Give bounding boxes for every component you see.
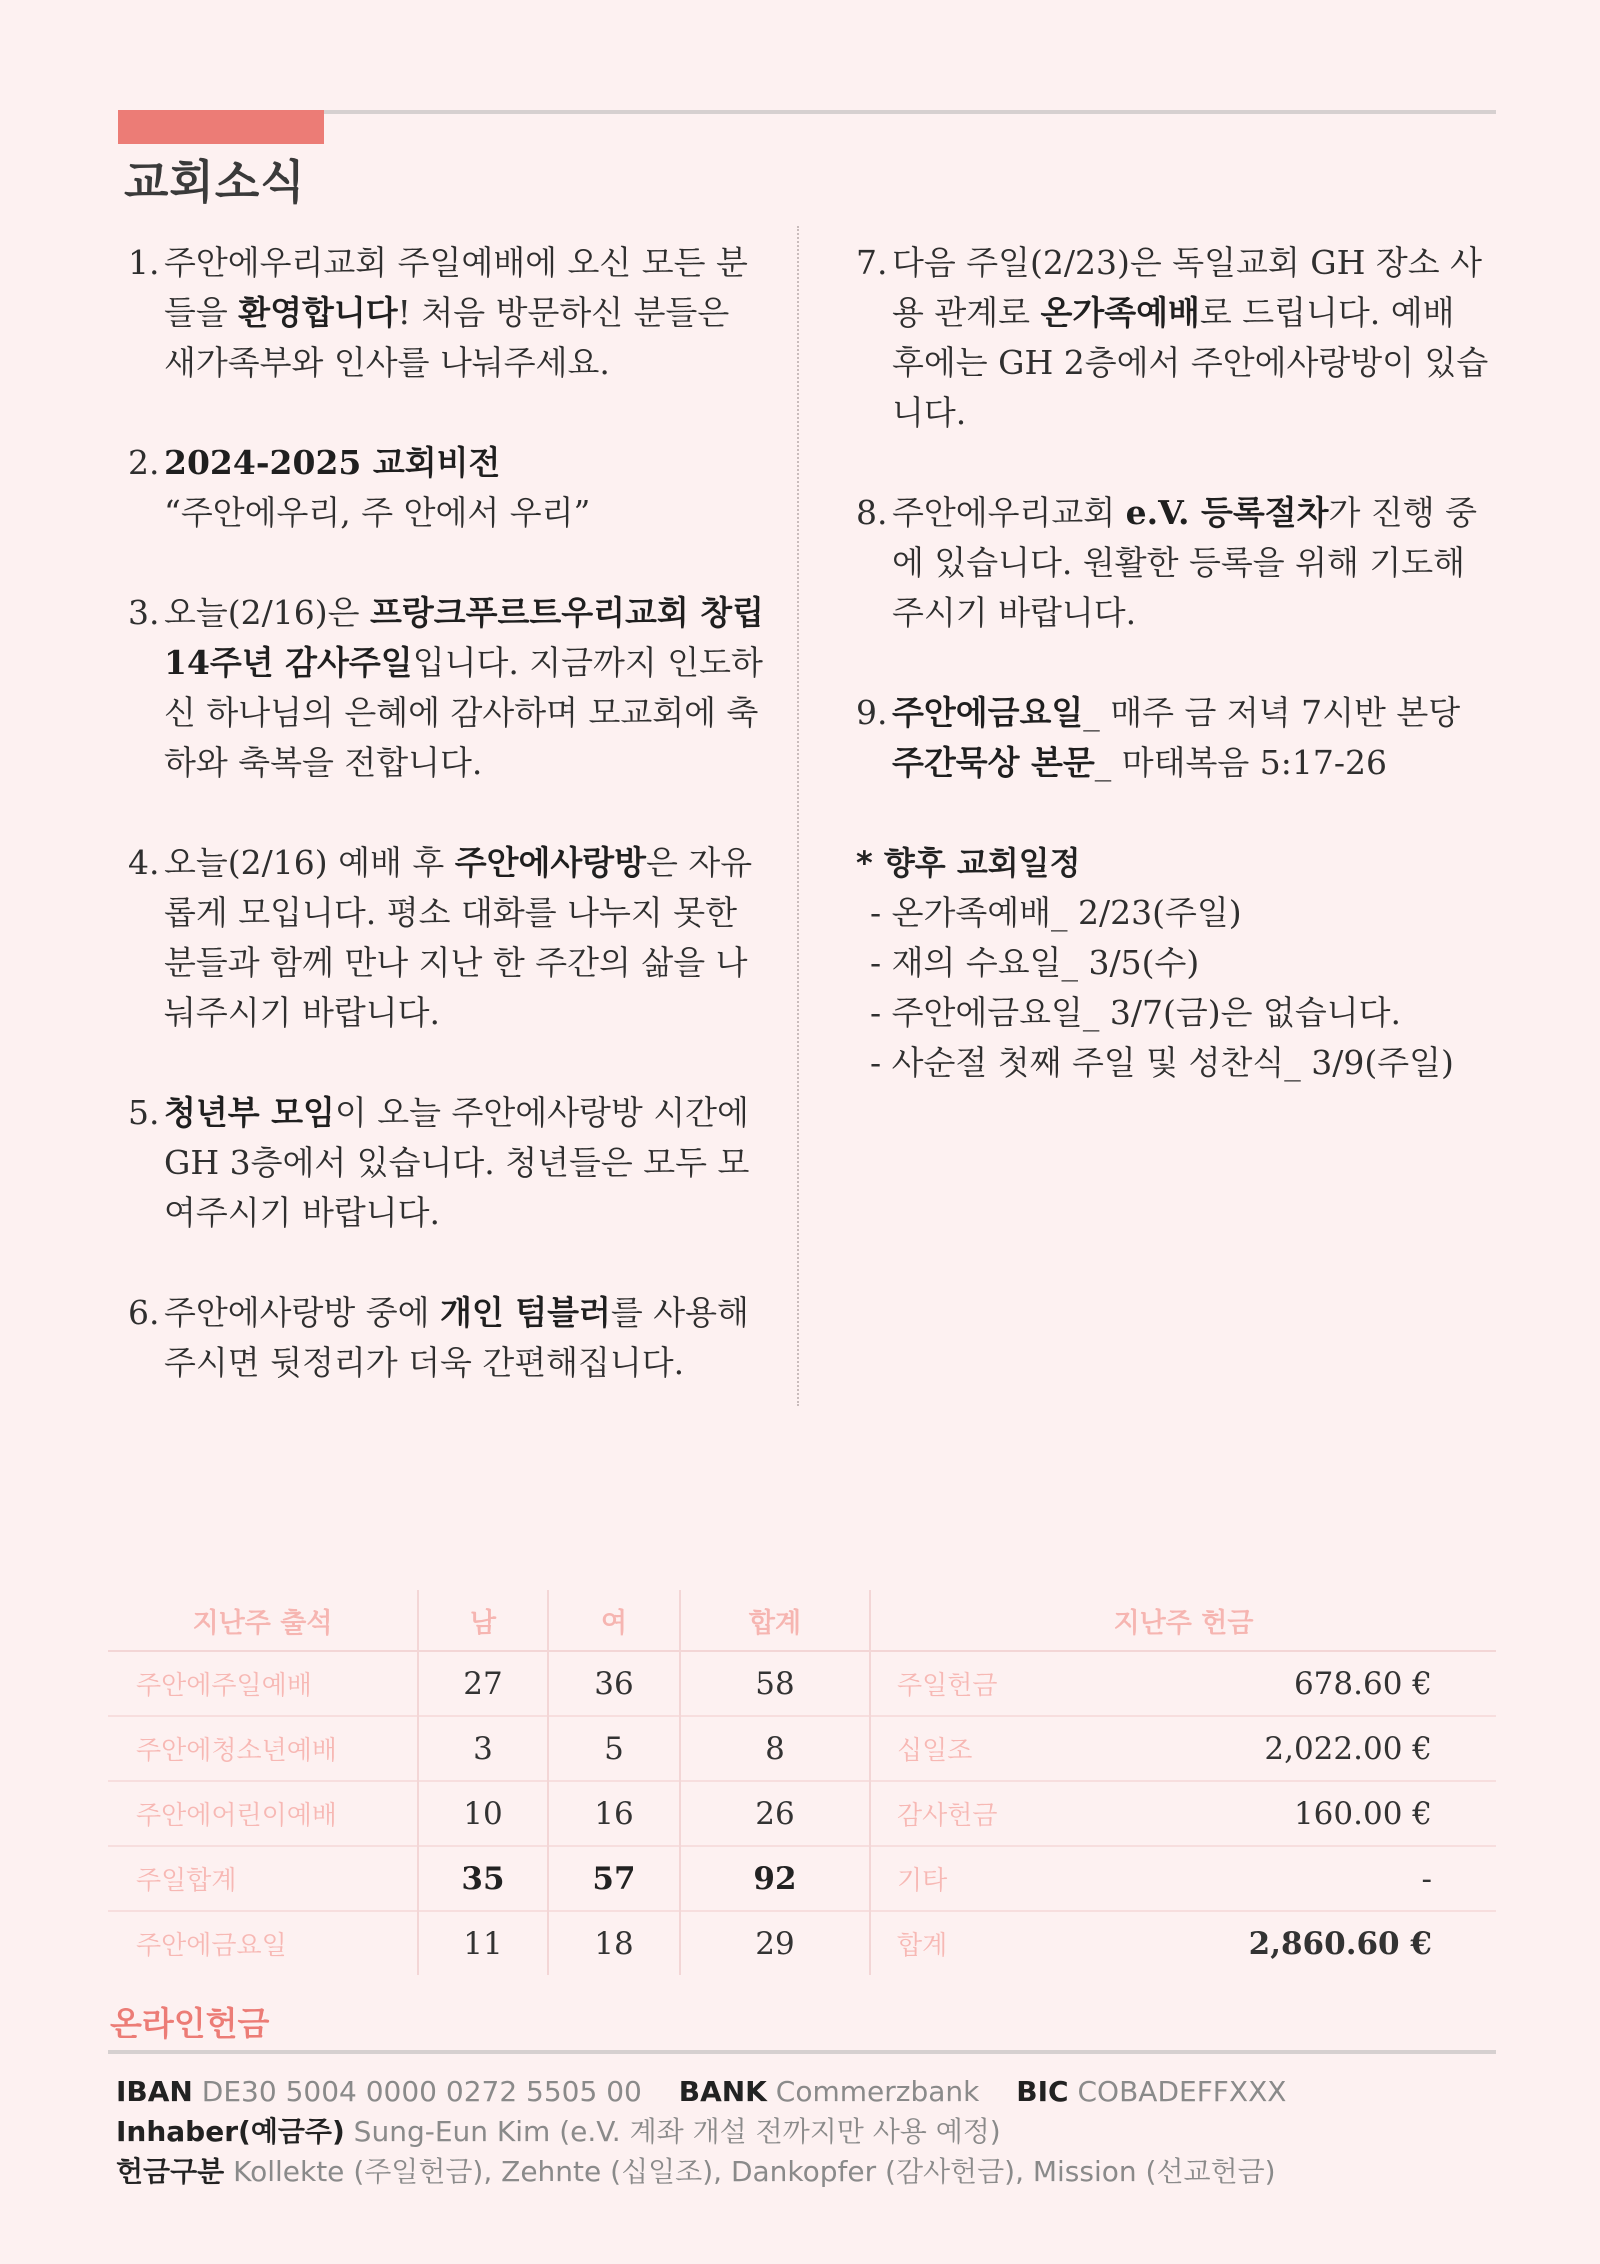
offering-amount: - — [1070, 1846, 1496, 1911]
bank-info — [116, 2072, 1314, 2192]
attendance-label: 주일합계 — [108, 1846, 418, 1911]
notice-item — [128, 438, 768, 538]
offering-amount: 678.60 € — [1070, 1651, 1496, 1716]
male-count: 10 — [418, 1781, 548, 1846]
table-row — [108, 1911, 1496, 1975]
notice-item — [856, 488, 1496, 638]
title-accent-bar — [118, 110, 324, 144]
section-title: 교회소식 — [124, 155, 306, 209]
notice-text: 다음 주일(2/23)은 독일교회 GH 장소 사용 관계로 온가족예배로 드립니다. 예배 후에는 GH 2층에서 주안에사랑방이 있습니다. — [892, 243, 1489, 432]
offering-amount: 2,860.60 € — [1070, 1911, 1496, 1975]
notice-number: 3. — [128, 593, 160, 632]
male-count: 11 — [418, 1911, 548, 1975]
bank-label: BANK — [678, 2075, 767, 2108]
total-count: 26 — [680, 1781, 870, 1846]
female-header: 여 — [548, 1590, 680, 1651]
table-row — [108, 1781, 1496, 1846]
notice-number: 1. — [128, 243, 160, 282]
schedule-item: - 사순절 첫째 주일 및 성찬식_ 3/9(주일) — [870, 1043, 1454, 1082]
bottom-rule — [108, 2050, 1496, 2054]
notice-number: 5. — [128, 1093, 160, 1132]
holder-label: Inhaber(예금주) — [116, 2115, 345, 2148]
offering-amount: 2,022.00 € — [1070, 1716, 1496, 1781]
attendance-header: 지난주 출석 — [108, 1590, 418, 1651]
notice-text: 2024-2025 교회비전 “주안에우리, 주 안에서 우리” — [164, 443, 591, 532]
notice-text: 오늘(2/16) 예배 후 주안에사랑방은 자유롭게 모입니다. 평소 대화를 나누지 못한 분들과 함께 만나 지난 한 주간의 삶을 나눠주시기 바랍니다. — [164, 843, 753, 1032]
offering-label: 감사헌금 — [870, 1781, 1070, 1846]
schedule-item: - 재의 수요일_ 3/5(수) — [870, 943, 1200, 982]
attendance-label: 주안에어린이예배 — [108, 1781, 418, 1846]
schedule-item: - 온가족예배_ 2/23(주일) — [870, 893, 1242, 932]
notice-text: 청년부 모임이 오늘 주안에사랑방 시간에 GH 3층에서 있습니다. 청년들은 모두 모여주시기 바랍니다. — [164, 1093, 750, 1232]
offering-label: 기타 — [870, 1846, 1070, 1911]
total-header: 합계 — [680, 1590, 870, 1651]
female-count: 57 — [548, 1846, 680, 1911]
male-header: 남 — [418, 1590, 548, 1651]
notice-item — [128, 838, 768, 1038]
iban-value: DE30 5004 0000 0272 5505 00 — [201, 2075, 642, 2108]
notice-item — [856, 688, 1496, 788]
table-row — [108, 1651, 1496, 1716]
offering-amount: 160.00 € — [1070, 1781, 1496, 1846]
schedule-title: * 향후 교회일정 — [856, 844, 1081, 882]
notice-item — [128, 1088, 768, 1238]
male-count: 3 — [418, 1716, 548, 1781]
schedule-item: - 주안에금요일_ 3/7(금)은 없습니다. — [870, 993, 1402, 1032]
female-count: 16 — [548, 1781, 680, 1846]
offering-types-label: 헌금구분 — [116, 2155, 225, 2188]
notice-item — [128, 1288, 768, 1388]
notice-text: 주안에우리교회 주일예배에 오신 모든 분들을 환영합니다! 처음 방문하신 분들은 새가족부와 인사를 나눠주세요. — [164, 243, 748, 382]
table-row — [108, 1716, 1496, 1781]
holder-value: Sung-Eun Kim (e.V. 계좌 개설 전까지만 사용 예정) — [353, 2115, 1001, 2148]
bank-value: Commerzbank — [775, 2075, 980, 2108]
total-count: 8 — [680, 1716, 870, 1781]
female-count: 18 — [548, 1911, 680, 1975]
notice-number: 7. — [856, 243, 888, 282]
notice-number: 9. — [856, 693, 888, 732]
notice-number: 8. — [856, 493, 888, 532]
notice-text: 주안에사랑방 중에 개인 텀블러를 사용해주시면 뒷정리가 더욱 간편해집니다. — [164, 1293, 749, 1382]
offering-label: 합계 — [870, 1911, 1070, 1975]
total-count: 92 — [680, 1846, 870, 1911]
notice-text: 주안에우리교회 e.V. 등록절차가 진행 중에 있습니다. 원활한 등록을 위해 기도해주시기 바랍니다. — [892, 493, 1477, 632]
total-count: 29 — [680, 1911, 870, 1975]
attendance-label: 주안에금요일 — [108, 1911, 418, 1975]
attendance-label: 주안에청소년예배 — [108, 1716, 418, 1781]
male-count: 35 — [418, 1846, 548, 1911]
offering-label: 주일헌금 — [870, 1651, 1070, 1716]
offering-types-value: Kollekte (주일헌금), Zehnte (십일조), Dankopfer (감사헌금), Mission (선교헌금) — [233, 2155, 1276, 2188]
offering-header: 지난주 헌금 — [870, 1590, 1496, 1651]
column-divider — [797, 226, 799, 1406]
notice-text: 주안에금요일_ 매주 금 저녁 7시반 본당 주간묵상 본문_ 마태복음 5:17-26 — [892, 693, 1461, 782]
notices-right-column — [856, 238, 1496, 1088]
notice-text: 오늘(2/16)은 프랑크푸르트우리교회 창립 14주년 감사주일입니다. 지금까지 인도하신 하나님의 은혜에 감사하며 모교회에 축하와 축복을 전합니다. — [164, 593, 765, 782]
notice-item — [128, 588, 768, 788]
notice-number: 4. — [128, 843, 160, 882]
female-count: 5 — [548, 1716, 680, 1781]
table-row — [108, 1846, 1496, 1911]
attendance-offering-table — [108, 1590, 1496, 1975]
bic-label: BIC — [1016, 2075, 1069, 2108]
attendance-label: 주안에주일예배 — [108, 1651, 418, 1716]
notice-number: 2. — [128, 443, 160, 482]
notices-left-column — [128, 238, 768, 1438]
male-count: 27 — [418, 1651, 548, 1716]
online-giving-title: 온라인헌금 — [110, 2004, 270, 2043]
offering-label: 십일조 — [870, 1716, 1070, 1781]
bic-value: COBADEFFXXX — [1077, 2075, 1287, 2108]
upcoming-schedule — [856, 838, 1496, 1088]
top-rule — [118, 110, 1496, 114]
iban-label: IBAN — [116, 2075, 193, 2108]
notice-number: 6. — [128, 1293, 160, 1332]
female-count: 36 — [548, 1651, 680, 1716]
notice-item — [128, 238, 768, 388]
notice-item — [856, 238, 1496, 438]
total-count: 58 — [680, 1651, 870, 1716]
